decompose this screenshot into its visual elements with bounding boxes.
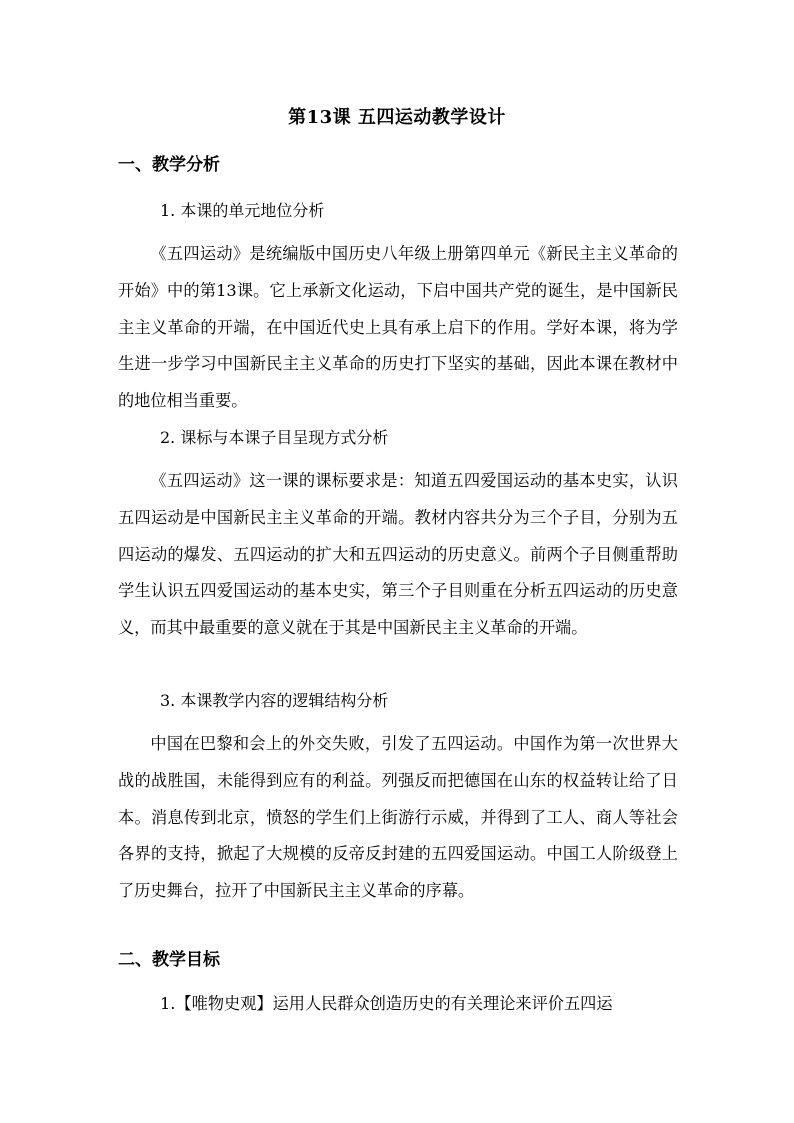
paragraph-logic-structure: 中国在巴黎和会上的外交失败，引发了五四运动。中国作为第一次世界大战的战胜国，未能得到应有的利益。列强反而把德国在山东的权益转让给了日本。消息传到北京，愤怒的学生们上街游行示威，并得到了工人、商人等社会各界的支持，掀起了大规模的反帝反封建的五四爱国运动。中国工人阶级登上了历史舞台，拉开了中国新民主主义革命的序幕。 [118, 734, 678, 901]
paragraph-curriculum-standard: 《五四运动》这一课的课标要求是：知道五四爱国运动的基本史实，认识五四运动是中国新民主主义革命的开端。教材内容共分为三个子目，分别为五四运动的爆发、五四运动的扩大和五四运动的历史意义。前两个子目侧重帮助学生认识五四爱国运动的基本史实，第三个子目则重在分析五四运动的历史意义，而其中最重要的意义就在于其是中国新民主主义革命的开端。 [118, 471, 678, 638]
subsection-heading-logic-structure: 3. 本课教学内容的逻辑结构分析 [160, 691, 389, 710]
paragraph-unit-position: 《五四运动》是统编版中国历史八年级上册第四单元《新民主主义革命的开始》中的第13课。它上承新文化运动，下启中国共产党的诞生，是中国新民主主义革命的开端，在中国近代史上具有承上启下的作用。学好本课，将为学生进一步学习中国新民主主义革命的历史打下坚实的基础，因此本课在教材中的地位相当重要。 [118, 244, 678, 411]
document-title: 第13课 五四运动教学设计 [288, 107, 506, 128]
section-heading-teaching-objectives: 二、教学目标 [118, 950, 220, 970]
subsection-heading-unit-position: 1. 本课的单元地位分析 [160, 201, 325, 220]
subsection-heading-curriculum-standard: 2. 课标与本课子目呈现方式分析 [160, 428, 389, 447]
section-heading-teaching-analysis: 一、教学分析 [118, 155, 220, 175]
objective-item-1: 1.【唯物史观】运用人民群众创造历史的有关理论来评价五四运 [160, 994, 613, 1013]
